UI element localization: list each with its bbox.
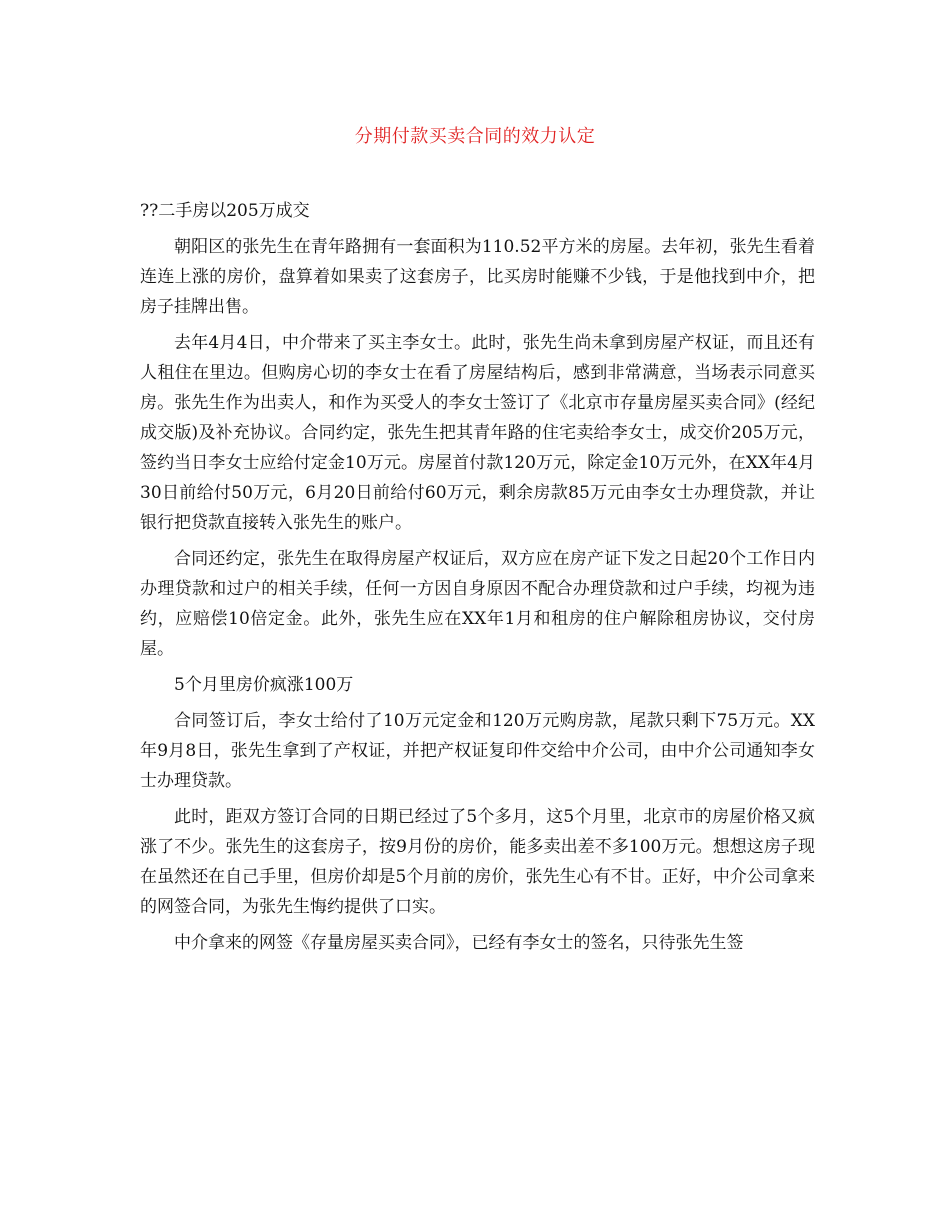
paragraph: 朝阳区的张先生在青年路拥有一套面积为110.52平方米的房屋。去年初，张先生看着连连上涨的房价，盘算着如果卖了这套房子，比买房时能赚不少钱，于是他找到中介，把房子挂牌出售。 bbox=[140, 237, 815, 317]
document-title: 分期付款买卖合同的效力认定 bbox=[354, 126, 596, 147]
section-heading-sale-price: ??二手房以205万成交 bbox=[140, 201, 310, 221]
section-heading-price-surge: 5个月里房价疯涨100万 bbox=[174, 675, 354, 695]
paragraph: 中介拿来的网签《存量房屋买卖合同》，已经有李女士的签名，只待张先生签 bbox=[174, 933, 744, 953]
paragraph: 合同还约定，张先生在取得房屋产权证后，双方应在房产证下发之日起20个工作日内办理贷款和过户的相关手续，任何一方因自身原因不配合办理贷款和过户手续，均视为违约，应赔偿10倍定金。此外，张先生应在XX年1月和租房的住户解除租房协议，交付房屋。 bbox=[140, 549, 815, 659]
paragraph: 此时，距双方签订合同的日期已经过了5个多月，这5个月里，北京市的房屋价格又疯涨了不少。张先生的这套房子，按9月份的房价，能多卖出差不多100万元。想想这房子现在虽然还在自己手里，但房价却是5个月前的房价，张先生心有不甘。正好，中介公司拿来的网签合同，为张先生悔约提供了口实。 bbox=[140, 807, 815, 917]
paragraph: 合同签订后，李女士给付了10万元定金和120万元购房款，尾款只剩下75万元。XX年9月8日，张先生拿到了产权证，并把产权证复印件交给中介公司，由中介公司通知李女士办理贷款。 bbox=[140, 711, 815, 791]
document-body bbox=[140, 196, 815, 964]
paragraph: 去年4月4日，中介带来了买主李女士。此时，张先生尚未拿到房屋产权证，而且还有人租住在里边。但购房心切的李女士在看了房屋结构后，感到非常满意，当场表示同意买房。张先生作为出卖人，和作为买受人的李女士签订了《北京市存量房屋买卖合同》(经纪成交版)及补充协议。合同约定，张先生把其青年路的住宅卖给李女士，成交价205万元，签约当日李女士应给付定金10万元。房屋首付款120万元，除定金10万元外，在XX年4月30日前给付50万元，6月20日前给付60万元，剩余房款85万元由李女士办理贷款，并让银行把贷款直接转入张先生的账户。 bbox=[140, 333, 815, 533]
